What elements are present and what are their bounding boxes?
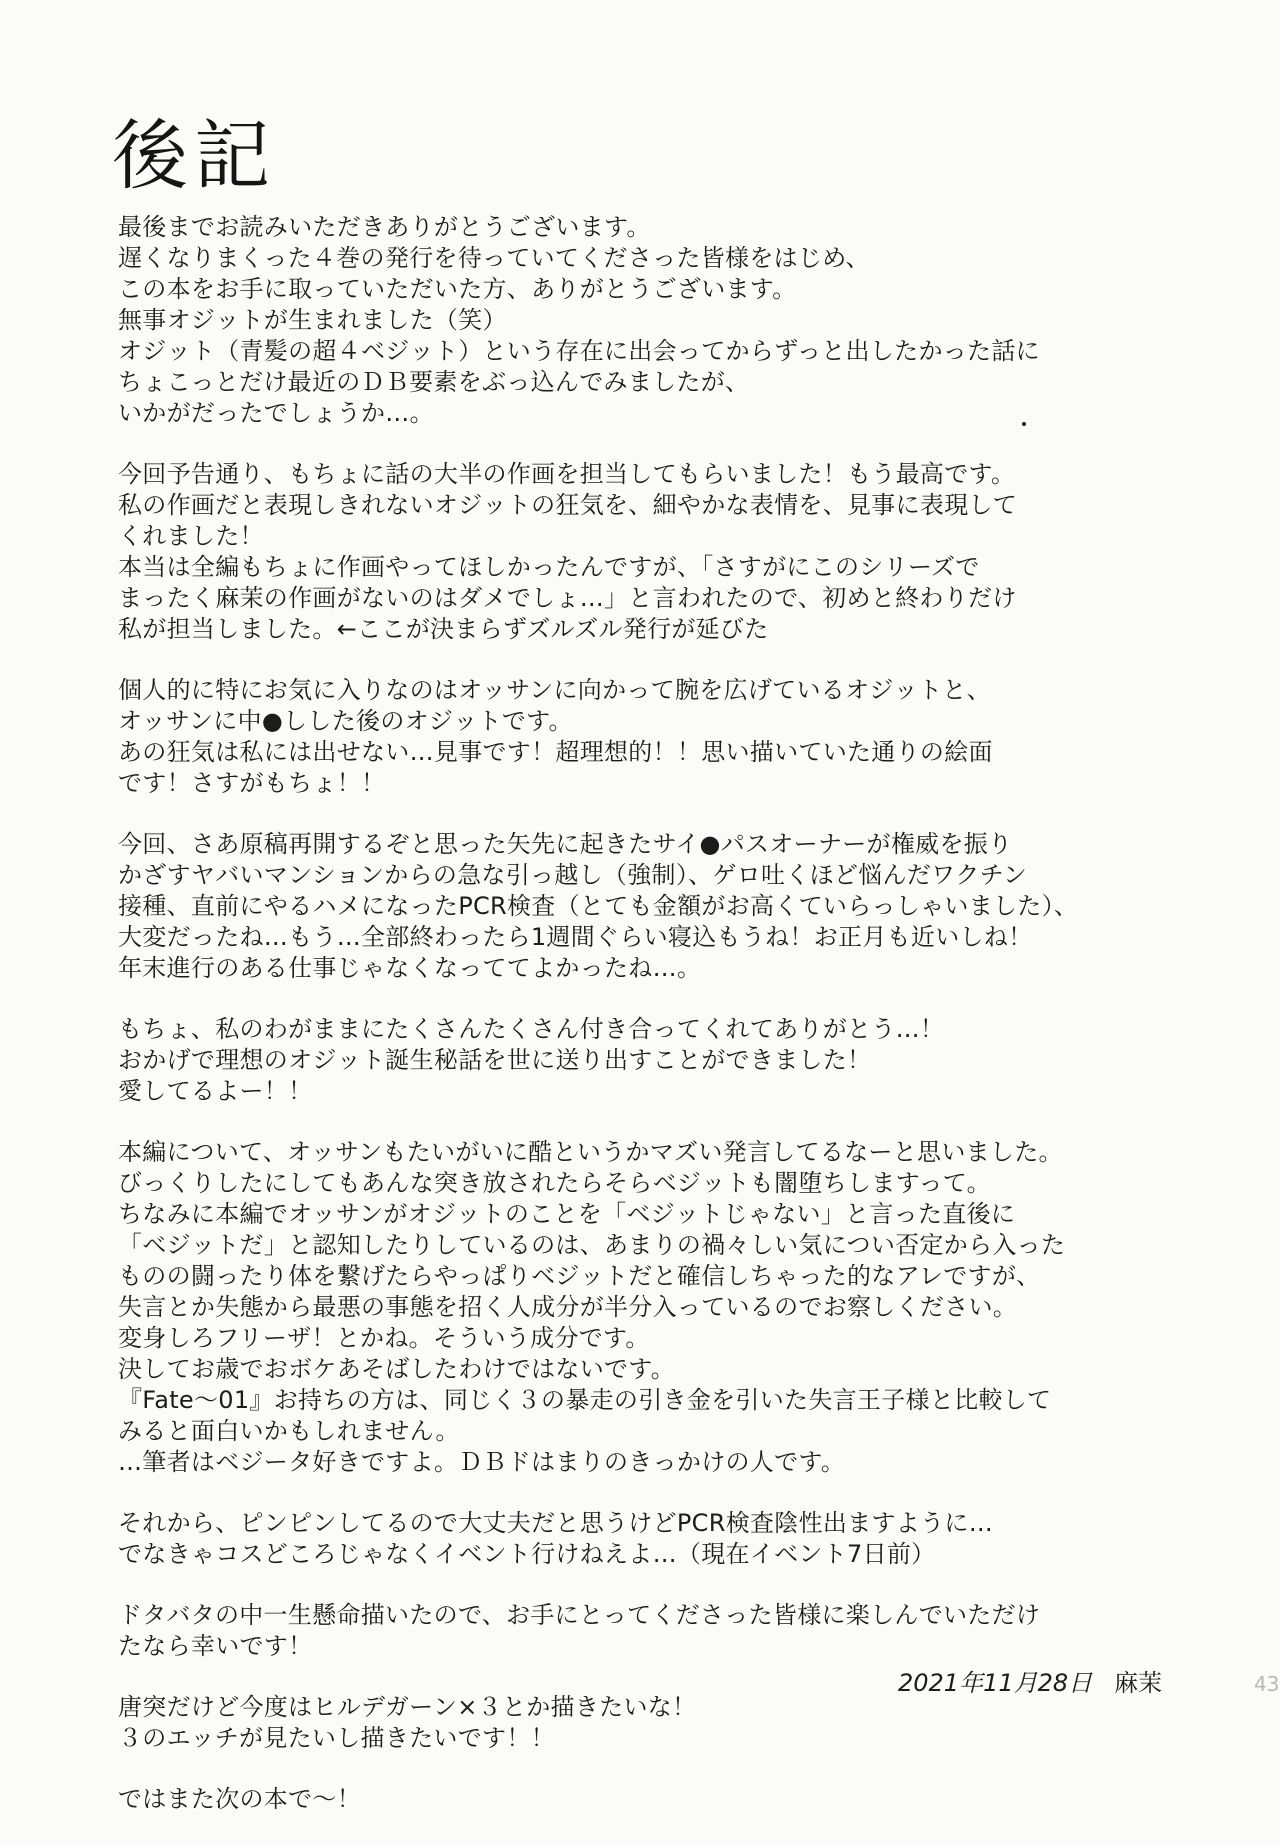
text-line: 「ベジットだ」と認知したりしているのは、あまりの禍々しい気につい否定から入った [118, 1231, 1066, 1259]
text-line: 接種、直前にやるハメになったPCR検査（とても金額がお高くていらっしゃいました）、 [118, 892, 1079, 920]
paragraph [118, 1784, 1198, 1815]
text-line: 年末進行のある仕事じゃなくなっててよかったね…。 [118, 954, 702, 982]
signature-author: 麻茉 [1114, 1669, 1163, 1697]
text-line: 愛してるよー！！ [118, 1077, 313, 1105]
text-line: 『Fate～01』お持ちの方は、同じく３の暴走の引き金を引いた失言王子様と比較して [118, 1386, 1052, 1414]
text-line: 変身しろフリーザ！とかね。そういう成分です。 [118, 1324, 650, 1352]
text-line: いかがだったでしょうか…。 [118, 399, 434, 427]
text-line: たなら幸いです！ [118, 1632, 313, 1660]
text-line: まったく麻茉の作画がないのはダメでしょ…」と言われたので、初めと終わりだけ [118, 584, 1017, 612]
text-line: 個人的に特にお気に入りなのはオッサンに向かって腕を広げているオジットと、 [118, 676, 991, 704]
text-line: くれました！ [118, 522, 264, 550]
text-line: 唐突だけど今度はヒルデガーン×３とか描きたいな！ [118, 1693, 697, 1721]
text-line: ものの闘ったり体を繋げたらやっぱりベジットだと確信しちゃった的なアレですが、 [118, 1262, 1041, 1290]
text-line: でなきゃコスどころじゃなくイベント行けねえよ…（現在イベント7日前） [118, 1540, 936, 1568]
text-line: ちょこっとだけ最近のＤＢ要素をぶっ込んでみましたが、 [118, 368, 750, 396]
paragraph [118, 212, 1198, 429]
text-line: おかげで理想のオジット誕生秘話を世に送り出すことができました！ [118, 1046, 872, 1074]
text-line: ドタバタの中一生懸命描いたので、お手にとってくださった皆様に楽しんでいただけ [118, 1601, 1041, 1629]
paragraph [118, 459, 1198, 645]
page-title: 後記 [112, 111, 276, 200]
paragraph [118, 1014, 1198, 1107]
page-number: 43 [1254, 1672, 1280, 1696]
text-line: …筆者はベジータ好きですよ。ＤＢドはまりのきっかけの人です。 [118, 1448, 846, 1476]
text-line: もちょ、私のわがままにたくさんたくさん付き合ってくれてありがとう…！ [118, 1015, 945, 1043]
text-line: ちなみに本編でオッサンがオジットのことを「ベジットじゃない」と言った直後に [118, 1200, 1016, 1228]
afterword-body [118, 212, 1198, 1845]
paragraph [118, 1508, 1198, 1570]
text-line: かざすヤバいマンションからの急な引っ越し（強制）、ゲロ吐くほど悩んだワクチン [118, 861, 1028, 889]
text-line: ではまた次の本で～！ [118, 1785, 361, 1813]
text-line: オッサンに中●しした後のオジットです。 [118, 707, 573, 735]
text-line: この本をお手に取っていただいた方、ありがとうございます。 [118, 275, 797, 303]
text-line: 今回予告通り、もちょに話の大半の作画を担当してもらいました！もう最高です。 [118, 460, 1016, 488]
text-line: 最後までお読みいただきありがとうございます。 [118, 213, 651, 241]
text-line: あの狂気は私には出せない…見事です！超理想的！！思い描いていた通りの絵面 [118, 738, 993, 766]
text-line: 遅くなりまくった４巻の発行を待っていてくださった皆様をはじめ、 [118, 244, 870, 272]
text-line: 私が担当しました。←ここが決まらずズルズル発行が延びた [118, 615, 769, 643]
text-line: 無事オジットが生まれました（笑） [118, 306, 507, 334]
text-line: 本当は全編もちょに作画やってほしかったんですが、「さすがにこのシリーズで [118, 553, 980, 581]
paragraph [118, 1600, 1198, 1662]
text-line: 本編について、オッサンもたいがいに酷というかマズい発言してるなーと思いました。 [118, 1138, 1063, 1166]
text-line: 決してお歳でおボケあそばしたわけではないです。 [118, 1355, 675, 1383]
paragraph [118, 1692, 1198, 1754]
text-line: それから、ピンピンしてるので大丈夫だと思うけどPCR検査陰性出ますように… [118, 1509, 994, 1537]
text-line: 失言とか失態から最悪の事態を招く人成分が半分入っているのでお察しください。 [118, 1293, 1018, 1321]
text-line: オジット（青髪の超４ベジット）という存在に出会ってからずっと出したかった話に [118, 337, 1040, 365]
text-line: 今回、さあ原稿再開するぞと思った矢先に起きたサイ●パスオーナーが権威を振り [118, 830, 1013, 858]
text-line: 大変だったね…もう…全部終わったら1週間ぐらい寝込もうね！お正月も近いしね！ [118, 923, 1033, 951]
signature [898, 1668, 1162, 1699]
paragraph [118, 1137, 1198, 1478]
text-line: ３のエッチが見たいし描きたいです！！ [118, 1724, 555, 1752]
text-line: です！さすがもちょ！！ [118, 769, 386, 797]
paragraph [118, 829, 1198, 984]
text-line: 私の作画だと表現しきれないオジットの狂気を、細やかな表情を、見事に表現して [118, 491, 1018, 519]
paragraph [118, 675, 1198, 799]
signature-date: 2021年11月28日 [898, 1669, 1093, 1697]
text-line: みると面白いかもしれません。 [118, 1417, 460, 1445]
text-line: びっくりしたにしてもあんな突き放されたらそらベジットも闇堕ちしますって。 [118, 1169, 991, 1197]
